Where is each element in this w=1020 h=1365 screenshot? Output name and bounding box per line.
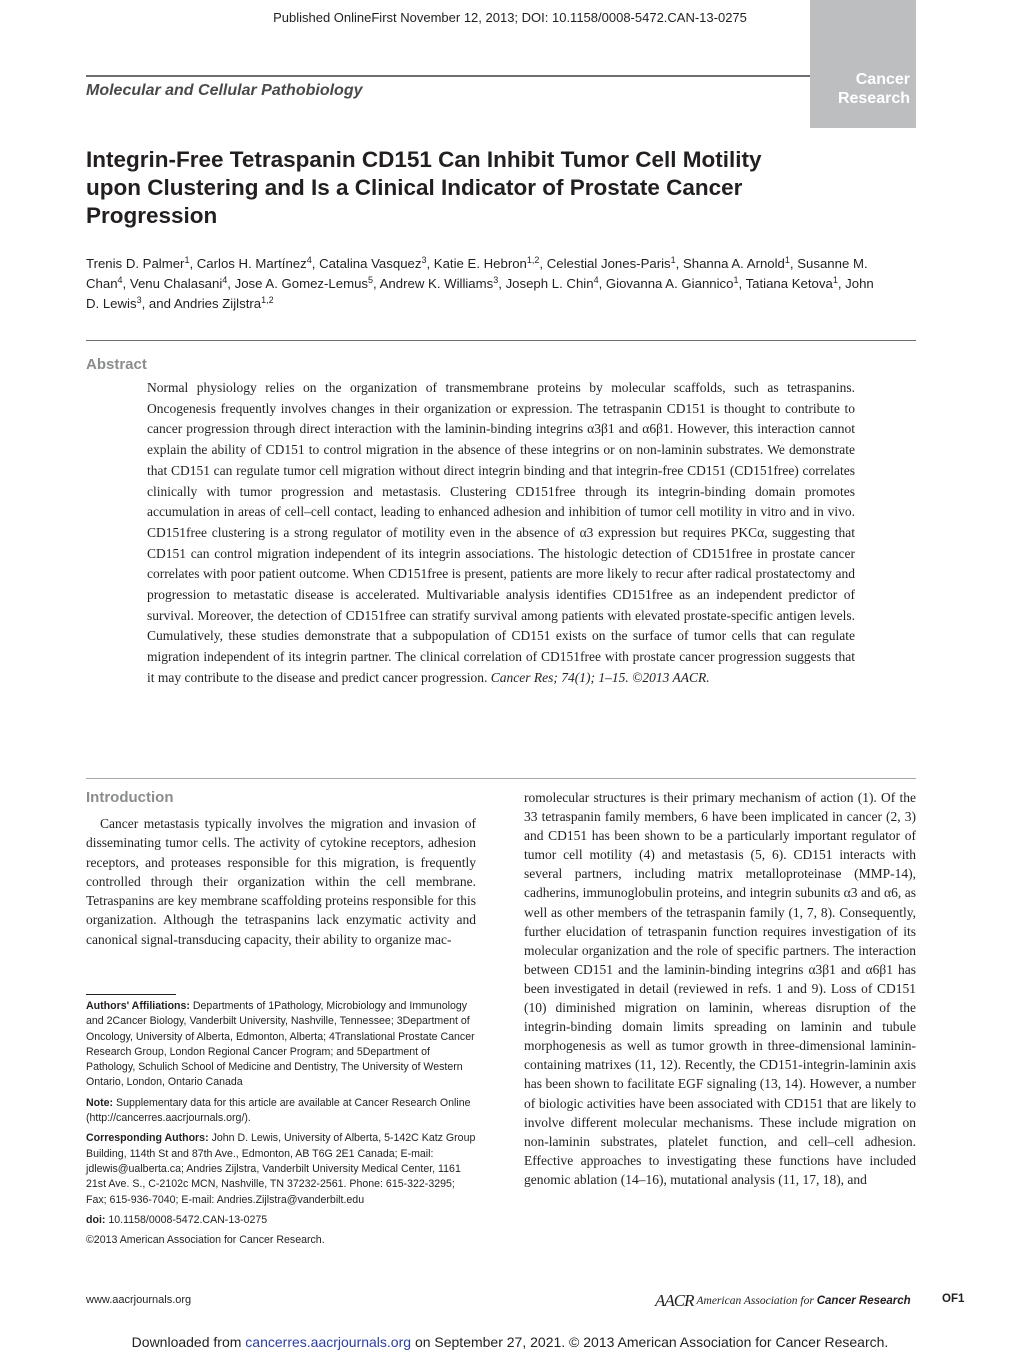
author (319, 256, 426, 271)
abstract-copyright: ©2013 AACR. (632, 669, 710, 685)
author-list: Trenis D. Palmer$^1$, Carlos H. Martínez$^4$, Catalina Vasquez$^3$, Katie E. Hebron$^{1,2}$, Celestial Jones-Paris$^1$, Shanna A. Arnold$^1$, Susanne M. Chan$^4$, Venu Chalasani$^4$, Jose A. Gomez-Lemus$^5$, Andrew K. Williams$^3$, Joseph L. Chin$^4$, Giovanna A. Giannico$^1$, Tatiana Ketova$^1$, John D. Lewis$^3$, and Andries Zijlstra$^{1,2}$ (86, 255, 874, 311)
author-name: Andrew K. Williams (379, 276, 494, 291)
corresponding-label: Corresponding Authors: (86, 1132, 209, 1145)
aacr-logo-icon: AACR (655, 1291, 694, 1310)
author (86, 256, 189, 271)
author (746, 276, 838, 291)
aacr-footer-logo (655, 1291, 911, 1311)
author (547, 256, 676, 271)
page-number: OF1 (942, 1293, 965, 1305)
author-affiliation: 3 (136, 295, 142, 305)
author-affiliation: 1 (670, 255, 676, 265)
author-affiliation: 4 (593, 275, 599, 285)
author-and: and (148, 296, 174, 311)
aacr-logo-text-bold: Cancer Research (816, 1295, 911, 1307)
author (683, 256, 790, 271)
corresponding-authors-note (86, 1131, 478, 1207)
header-rule (86, 75, 810, 77)
author-affiliation: 5 (368, 275, 374, 285)
download-suffix: on September 27, 2021. © 2013 American Association for Cancer Research. (414, 1334, 889, 1350)
journal-logo-line2: Research (837, 90, 910, 107)
author (174, 296, 274, 311)
author-affiliation: 1 (184, 255, 190, 265)
article-title: Integrin-Free Tetraspanin CD151 Can Inhibit Tumor Cell Motility upon Clustering and Is a Clinical Indicator of Prostate Cancer Progression (86, 147, 762, 228)
abstract-body (147, 378, 855, 689)
aacr-logo-text (697, 1295, 911, 1307)
affiliations-label: Authors' Affiliations: (86, 1000, 190, 1012)
author (380, 276, 499, 291)
author-name: Joseph L. Chin (505, 276, 594, 291)
supplementary-note (86, 1096, 478, 1127)
author (235, 276, 373, 291)
author-affiliation: 1 (784, 255, 790, 265)
footnote-rule (86, 994, 176, 995)
abstract-bottom-rule (86, 778, 916, 779)
author-name: Jose A. Gomez-Lemus (234, 276, 369, 291)
abstract-heading: Abstract (86, 356, 147, 373)
author-name: Giovanna A. Giannico (605, 276, 734, 291)
copyright-note: ©2013 American Association for Cancer Research. (86, 1234, 325, 1247)
affiliations-note (86, 999, 478, 1091)
author (197, 256, 312, 271)
author-affiliation: 3 (493, 275, 499, 285)
download-prefix: Downloaded from (131, 1334, 242, 1350)
author-name: Celestial Jones-Paris (546, 256, 671, 271)
doi-text[interactable]: 10.1158/0008-5472.CAN-13-0275 (108, 1213, 268, 1226)
abstract-text: Normal physiology relies on the organization of transmembrane proteins by molecular scaffolds, such as tetraspanins. Oncogenesis frequently involves changes in their organization or expression. The tetraspanin CD151 is thought to contribute to cancer progression through direct interaction with the laminin-binding integrins α3β1 and α6β1. However, this interaction cannot explain the ability of CD151 to control migration in the absence of these integrins or on non-laminin substrates. We demonstrate that CD151 can regulate tumor cell migration without direct integrin binding and that integrin-free CD151 (CD151free) correlates clinically with tumor progression and metastasis. Clustering CD151free through its integrin-binding domain promotes accumulation in areas of cell–cell contact, leading to enhanced adhesion and inhibition of tumor cell motility in vitro and in vivo. CD151free clustering is a strong regulator of motility even in the absence of α3 expression but requires PKCα, suggesting that CD151 can control migration independent of its integrin associations. The histologic detection of CD151free in prostate cancer correlates with poor patient outcome. When CD151free is present, patients are more likely to recur after radical prostatectomy and progression to metastatic disease is accelerated. Multivariable analysis identifies CD151free as an independent predictor of survival. Moreover, the detection of CD151free can stratify survival among patients with elevated prostate-specific antigen levels. Cumulatively, these studies demonstrate that a subpopulation of CD151 exists on the surface of tumor cells that can regulate migration independent of its integrin partner. The clinical correlation of CD151free with prostate cancer progression suggests that it may contribute to the disease and predict cancer progression. (147, 380, 855, 685)
aacr-logo-text-regular: American Association for (696, 1295, 814, 1307)
affiliations-text: Departments of 1Pathology, Microbiology and Immunology and 2Cancer Biology, Vanderbilt University, Nashville, Tennessee; 3Department of Oncology, University of Alberta, Edmonton, Alberta; 4Translational Prostate Cancer Research Group, London Regional Cancer Program; and 5Department of Pathology, Schulich School of Medicine and Dentistry, The University of Western Ontario, London, Ontario Canada (86, 1000, 475, 1089)
note-label: Note: (86, 1096, 114, 1109)
author-name: Katie E. Hebron (433, 256, 527, 271)
doi-label: doi: (86, 1213, 106, 1226)
journal-logo-line1: Cancer (855, 71, 910, 88)
author-name: John D. Lewis (86, 276, 874, 311)
author-affiliation: 1,2 (526, 255, 540, 265)
download-link[interactable]: cancerres.aacrjournals.org (245, 1334, 412, 1350)
section-label: Molecular and Cellular Pathobiology (86, 82, 363, 99)
author-name: Trenis D. Palmer (86, 256, 185, 271)
author-name: Venu Chalasani (129, 276, 223, 291)
abstract-top-rule (86, 340, 916, 341)
author-affiliation: 4 (117, 275, 123, 285)
download-notice (120, 1334, 900, 1350)
author-affiliation: 4 (222, 275, 228, 285)
author-name: Shanna A. Arnold (682, 256, 785, 271)
author-affiliation: 1 (832, 275, 838, 285)
corresponding-text: John D. Lewis, University of Alberta, 5-142C Katz Group Building, 114th St and 87th Ave., Edmonton, AB T6G 2E1 Canada; E-mail: jdlewis@ualberta.ca; Andries Zijlstra, Vanderbilt University Medical Center, 1161 21st Ave. S., C-2102c MCN, Nashville, TN 37232-2561. Phone: 615-322-3295; Fax; 615-936-7040; E-mail: Andries.Zijlstra@vanderbilt.edu (86, 1132, 476, 1206)
author (606, 276, 739, 291)
author-affiliation: 4 (306, 255, 312, 265)
author (130, 276, 227, 291)
note-text: Supplementary data for this article are available at Cancer Research Online (http://cancerres.aacrjournals.org/). (86, 1096, 471, 1125)
doi-note (86, 1213, 478, 1228)
author-affiliation: 1,2 (261, 295, 274, 305)
author-name: Andries Zijlstra (173, 296, 262, 311)
author-affiliation: 3 (421, 255, 427, 265)
author (506, 276, 599, 291)
introduction-right-text: romolecular structures is their primary mechanism of action (1). Of the 33 tetraspanin family members, 6 have been implicated in cancer (2, 3) and CD151 has been shown to be a particularly important regulator of tumor cell motility (4) and metastasis (5, 6). CD151 interacts with several partners, including matrix metalloproteinase (MMP-14), cadherins, immunoglobulin proteins, and integrin subunits α3 and α6, as well as other members of the tetraspanin family (1, 7, 8). Consequently, further elucidation of tetraspanin function requires investigation of its molecular organization and the role of specific partners. The interaction between CD151 and the laminin-binding integrins α3β1 and α6β1 has been investigated in detail (reviewed in refs. 1 and 9). Loss of CD151 (10) diminished migration on laminin, whereas disruption of the integrin-binding domain limits spreading on laminin and tubule morphogenesis as well as tumor growth in three-dimensional laminin-containing matrixes (11, 12). Recently, the CD151-integrin-laminin axis has been shown to facilitate EGF signaling (13, 14). However, a number of biologic activities have been associated with CD151 that are likely to involve different molecular mechanisms. These include migration on non-laminin substrates, platelet function, and cell–cell adhesion. Effective approaches to investigating these functions have included genomic ablation (14–16), mutational analysis (11, 17, 18), and (524, 790, 916, 1187)
author-name: Susanne M. Chan (86, 256, 868, 291)
abstract-citation: Cancer Res; 74(1); 1–15. (490, 669, 629, 685)
footer-journal-url[interactable]: www.aacrjournals.org (86, 1294, 192, 1306)
published-online-line: Published OnlineFirst November 12, 2013; DOI: 10.1158/0008-5472.CAN-13-0275 (273, 10, 747, 25)
author (434, 256, 540, 271)
author-name: Carlos H. Martínez (196, 256, 307, 271)
author-affiliation: 1 (733, 275, 739, 285)
introduction-heading: Introduction (86, 789, 174, 806)
introduction-left-text: Cancer metastasis typically involves the migration and invasion of disseminating tumor cells. The activity of cytokine receptors, adhesion receptors, and proteases responsible for this migration, is frequently controlled through their organization within the cell membrane. Tetraspanins are key membrane scaffolding proteins responsible for this organization. Although the tetraspanins lack enzymatic activity and canonical signal-transducing capacity, their ability to organize mac- (86, 816, 476, 947)
journal-logo-box (810, 0, 916, 128)
author-name: Catalina Vasquez (319, 256, 422, 271)
author-name: Tatiana Ketova (745, 276, 833, 291)
footnotes (86, 999, 478, 1253)
journal-logo (838, 70, 910, 108)
